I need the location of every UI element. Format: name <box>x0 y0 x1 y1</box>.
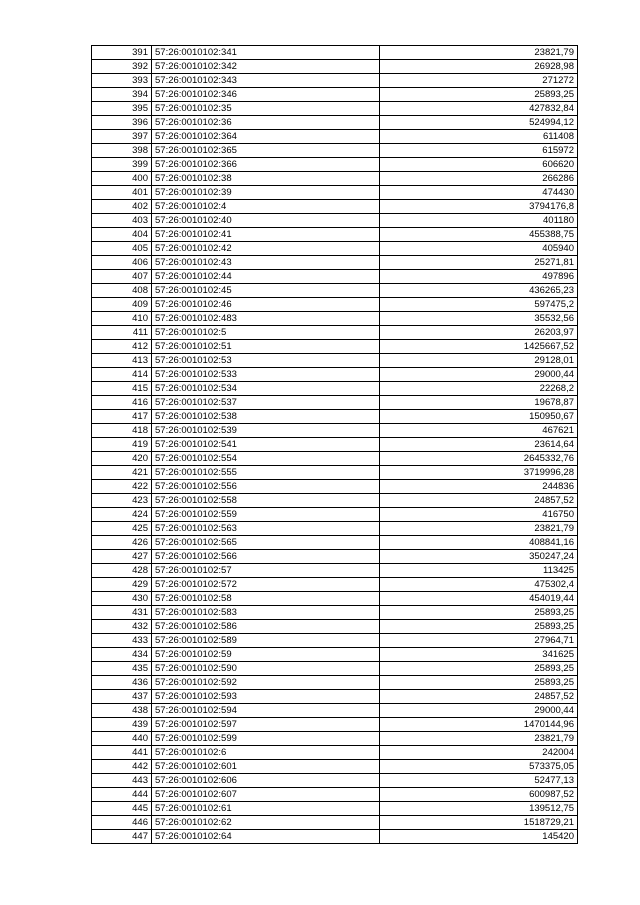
table-row <box>92 102 578 116</box>
cadastral-number-cell: 57:26:0010102:36 <box>152 116 380 130</box>
cadastral-number-cell: 57:26:0010102:53 <box>152 354 380 368</box>
table-row <box>92 746 578 760</box>
table-row <box>92 620 578 634</box>
table-row <box>92 382 578 396</box>
value-cell: 29128,01 <box>380 354 578 368</box>
row-number-cell: 437 <box>92 690 152 704</box>
row-number-cell: 440 <box>92 732 152 746</box>
cadastral-number-cell: 57:26:0010102:44 <box>152 270 380 284</box>
cadastral-number-cell: 57:26:0010102:39 <box>152 186 380 200</box>
table-row <box>92 648 578 662</box>
row-number-cell: 421 <box>92 466 152 480</box>
row-number-cell: 446 <box>92 816 152 830</box>
row-number-cell: 413 <box>92 354 152 368</box>
cadastral-number-cell: 57:26:0010102:59 <box>152 648 380 662</box>
table-row <box>92 242 578 256</box>
cadastral-number-cell: 57:26:0010102:57 <box>152 564 380 578</box>
value-cell: 23821,79 <box>380 732 578 746</box>
value-cell: 401180 <box>380 214 578 228</box>
cadastral-number-cell: 57:26:0010102:565 <box>152 536 380 550</box>
value-cell: 25893,25 <box>380 606 578 620</box>
cadastral-number-cell: 57:26:0010102:594 <box>152 704 380 718</box>
table-row <box>92 270 578 284</box>
row-number-cell: 424 <box>92 508 152 522</box>
table-row <box>92 718 578 732</box>
table-row <box>92 788 578 802</box>
value-cell: 615972 <box>380 144 578 158</box>
cadastral-number-cell: 57:26:0010102:41 <box>152 228 380 242</box>
table-row <box>92 158 578 172</box>
value-cell: 35532,56 <box>380 312 578 326</box>
table-row <box>92 144 578 158</box>
cadastral-number-cell: 57:26:0010102:45 <box>152 284 380 298</box>
table-row <box>92 74 578 88</box>
table-row <box>92 256 578 270</box>
cadastral-value-table <box>91 45 578 844</box>
cadastral-number-cell: 57:26:0010102:43 <box>152 256 380 270</box>
row-number-cell: 419 <box>92 438 152 452</box>
row-number-cell: 434 <box>92 648 152 662</box>
value-cell: 2645332,76 <box>380 452 578 466</box>
cadastral-number-cell: 57:26:0010102:589 <box>152 634 380 648</box>
value-cell: 341625 <box>380 648 578 662</box>
value-cell: 350247,24 <box>380 550 578 564</box>
cadastral-number-cell: 57:26:0010102:537 <box>152 396 380 410</box>
table-row <box>92 676 578 690</box>
table-row <box>92 396 578 410</box>
table-row <box>92 802 578 816</box>
row-number-cell: 396 <box>92 116 152 130</box>
row-number-cell: 407 <box>92 270 152 284</box>
row-number-cell: 428 <box>92 564 152 578</box>
table-row <box>92 592 578 606</box>
cadastral-number-cell: 57:26:0010102:586 <box>152 620 380 634</box>
table-row <box>92 438 578 452</box>
value-cell: 405940 <box>380 242 578 256</box>
value-cell: 25893,25 <box>380 620 578 634</box>
row-number-cell: 425 <box>92 522 152 536</box>
table-row <box>92 172 578 186</box>
value-cell: 52477,13 <box>380 774 578 788</box>
table-row <box>92 354 578 368</box>
cadastral-number-cell: 57:26:0010102:38 <box>152 172 380 186</box>
value-cell: 23821,79 <box>380 522 578 536</box>
table-row <box>92 508 578 522</box>
value-cell: 436265,23 <box>380 284 578 298</box>
value-cell: 271272 <box>380 74 578 88</box>
value-cell: 25893,25 <box>380 88 578 102</box>
row-number-cell: 444 <box>92 788 152 802</box>
table-row <box>92 186 578 200</box>
value-cell: 24857,52 <box>380 494 578 508</box>
value-cell: 29000,44 <box>380 368 578 382</box>
value-cell: 23821,79 <box>380 46 578 60</box>
cadastral-number-cell: 57:26:0010102:599 <box>152 732 380 746</box>
cadastral-number-cell: 57:26:0010102:342 <box>152 60 380 74</box>
value-cell: 25893,25 <box>380 676 578 690</box>
value-cell: 22268,2 <box>380 382 578 396</box>
cadastral-number-cell: 57:26:0010102:563 <box>152 522 380 536</box>
table-row <box>92 214 578 228</box>
value-cell: 467621 <box>380 424 578 438</box>
row-number-cell: 430 <box>92 592 152 606</box>
row-number-cell: 426 <box>92 536 152 550</box>
cadastral-number-cell: 57:26:0010102:566 <box>152 550 380 564</box>
cadastral-number-cell: 57:26:0010102:541 <box>152 438 380 452</box>
value-cell: 427832,84 <box>380 102 578 116</box>
value-cell: 1425667,52 <box>380 340 578 354</box>
cadastral-number-cell: 57:26:0010102:341 <box>152 46 380 60</box>
row-number-cell: 405 <box>92 242 152 256</box>
row-number-cell: 400 <box>92 172 152 186</box>
table-row <box>92 830 578 844</box>
value-cell: 244836 <box>380 480 578 494</box>
row-number-cell: 431 <box>92 606 152 620</box>
row-number-cell: 432 <box>92 620 152 634</box>
value-cell: 113425 <box>380 564 578 578</box>
table-row <box>92 578 578 592</box>
row-number-cell: 433 <box>92 634 152 648</box>
row-number-cell: 423 <box>92 494 152 508</box>
cadastral-number-cell: 57:26:0010102:364 <box>152 130 380 144</box>
value-cell: 24857,52 <box>380 690 578 704</box>
table-row <box>92 298 578 312</box>
value-cell: 139512,75 <box>380 802 578 816</box>
cadastral-number-cell: 57:26:0010102:58 <box>152 592 380 606</box>
row-number-cell: 401 <box>92 186 152 200</box>
value-cell: 474430 <box>380 186 578 200</box>
cadastral-number-cell: 57:26:0010102:42 <box>152 242 380 256</box>
value-cell: 611408 <box>380 130 578 144</box>
table-row <box>92 564 578 578</box>
table-row <box>92 634 578 648</box>
value-cell: 600987,52 <box>380 788 578 802</box>
table-row <box>92 662 578 676</box>
table-row <box>92 424 578 438</box>
row-number-cell: 414 <box>92 368 152 382</box>
table-row <box>92 704 578 718</box>
row-number-cell: 415 <box>92 382 152 396</box>
value-cell: 455388,75 <box>380 228 578 242</box>
table-row <box>92 326 578 340</box>
row-number-cell: 406 <box>92 256 152 270</box>
value-cell: 408841,16 <box>380 536 578 550</box>
row-number-cell: 397 <box>92 130 152 144</box>
table-row <box>92 494 578 508</box>
cadastral-number-cell: 57:26:0010102:40 <box>152 214 380 228</box>
cadastral-number-cell: 57:26:0010102:592 <box>152 676 380 690</box>
cadastral-number-cell: 57:26:0010102:533 <box>152 368 380 382</box>
row-number-cell: 442 <box>92 760 152 774</box>
table-row <box>92 774 578 788</box>
table-row <box>92 368 578 382</box>
row-number-cell: 404 <box>92 228 152 242</box>
row-number-cell: 395 <box>92 102 152 116</box>
table-row <box>92 60 578 74</box>
value-cell: 242004 <box>380 746 578 760</box>
row-number-cell: 399 <box>92 158 152 172</box>
row-number-cell: 391 <box>92 46 152 60</box>
table-row <box>92 606 578 620</box>
value-cell: 23614,64 <box>380 438 578 452</box>
table-row <box>92 816 578 830</box>
row-number-cell: 422 <box>92 480 152 494</box>
value-cell: 26203,97 <box>380 326 578 340</box>
table-row <box>92 522 578 536</box>
table-row <box>92 550 578 564</box>
cadastral-number-cell: 57:26:0010102:555 <box>152 466 380 480</box>
cadastral-number-cell: 57:26:0010102:606 <box>152 774 380 788</box>
cadastral-number-cell: 57:26:0010102:4 <box>152 200 380 214</box>
cadastral-number-cell: 57:26:0010102:583 <box>152 606 380 620</box>
cadastral-number-cell: 57:26:0010102:35 <box>152 102 380 116</box>
cadastral-number-cell: 57:26:0010102:366 <box>152 158 380 172</box>
cadastral-number-cell: 57:26:0010102:593 <box>152 690 380 704</box>
row-number-cell: 429 <box>92 578 152 592</box>
table-row <box>92 690 578 704</box>
cadastral-number-cell: 57:26:0010102:558 <box>152 494 380 508</box>
table-body <box>92 46 578 844</box>
table-row <box>92 200 578 214</box>
cadastral-number-cell: 57:26:0010102:554 <box>152 452 380 466</box>
row-number-cell: 438 <box>92 704 152 718</box>
table-row <box>92 116 578 130</box>
row-number-cell: 436 <box>92 676 152 690</box>
value-cell: 606620 <box>380 158 578 172</box>
row-number-cell: 393 <box>92 74 152 88</box>
value-cell: 3719996,28 <box>380 466 578 480</box>
cadastral-number-cell: 57:26:0010102:597 <box>152 718 380 732</box>
cadastral-number-cell: 57:26:0010102:607 <box>152 788 380 802</box>
cadastral-number-cell: 57:26:0010102:61 <box>152 802 380 816</box>
value-cell: 524994,12 <box>380 116 578 130</box>
table-row <box>92 130 578 144</box>
value-cell: 416750 <box>380 508 578 522</box>
value-cell: 29000,44 <box>380 704 578 718</box>
value-cell: 27964,71 <box>380 634 578 648</box>
table-row <box>92 410 578 424</box>
value-cell: 497896 <box>380 270 578 284</box>
row-number-cell: 410 <box>92 312 152 326</box>
row-number-cell: 394 <box>92 88 152 102</box>
row-number-cell: 427 <box>92 550 152 564</box>
value-cell: 26928,98 <box>380 60 578 74</box>
table-row <box>92 466 578 480</box>
table-row <box>92 452 578 466</box>
cadastral-number-cell: 57:26:0010102:62 <box>152 816 380 830</box>
row-number-cell: 412 <box>92 340 152 354</box>
table-row <box>92 340 578 354</box>
row-number-cell: 420 <box>92 452 152 466</box>
table-row <box>92 536 578 550</box>
value-cell: 597475,2 <box>380 298 578 312</box>
cadastral-number-cell: 57:26:0010102:539 <box>152 424 380 438</box>
row-number-cell: 392 <box>92 60 152 74</box>
row-number-cell: 402 <box>92 200 152 214</box>
row-number-cell: 409 <box>92 298 152 312</box>
table-row <box>92 88 578 102</box>
cadastral-number-cell: 57:26:0010102:538 <box>152 410 380 424</box>
row-number-cell: 417 <box>92 410 152 424</box>
cadastral-number-cell: 57:26:0010102:365 <box>152 144 380 158</box>
table-row <box>92 284 578 298</box>
cadastral-number-cell: 57:26:0010102:46 <box>152 298 380 312</box>
cadastral-number-cell: 57:26:0010102:346 <box>152 88 380 102</box>
value-cell: 25271,81 <box>380 256 578 270</box>
cadastral-number-cell: 57:26:0010102:51 <box>152 340 380 354</box>
table-row <box>92 732 578 746</box>
value-cell: 573375,05 <box>380 760 578 774</box>
cadastral-number-cell: 57:26:0010102:483 <box>152 312 380 326</box>
table-row <box>92 760 578 774</box>
row-number-cell: 441 <box>92 746 152 760</box>
cadastral-number-cell: 57:26:0010102:572 <box>152 578 380 592</box>
value-cell: 3794176,8 <box>380 200 578 214</box>
value-cell: 266286 <box>380 172 578 186</box>
row-number-cell: 443 <box>92 774 152 788</box>
table-row <box>92 480 578 494</box>
cadastral-number-cell: 57:26:0010102:556 <box>152 480 380 494</box>
value-cell: 150950,67 <box>380 410 578 424</box>
row-number-cell: 447 <box>92 830 152 844</box>
value-cell: 1518729,21 <box>380 816 578 830</box>
cadastral-number-cell: 57:26:0010102:559 <box>152 508 380 522</box>
value-cell: 1470144,96 <box>380 718 578 732</box>
row-number-cell: 416 <box>92 396 152 410</box>
row-number-cell: 408 <box>92 284 152 298</box>
value-cell: 145420 <box>380 830 578 844</box>
value-cell: 475302,4 <box>380 578 578 592</box>
value-cell: 454019,44 <box>380 592 578 606</box>
cadastral-number-cell: 57:26:0010102:343 <box>152 74 380 88</box>
value-cell: 25893,25 <box>380 662 578 676</box>
row-number-cell: 435 <box>92 662 152 676</box>
row-number-cell: 445 <box>92 802 152 816</box>
row-number-cell: 398 <box>92 144 152 158</box>
table-row <box>92 228 578 242</box>
cadastral-number-cell: 57:26:0010102:534 <box>152 382 380 396</box>
cadastral-number-cell: 57:26:0010102:590 <box>152 662 380 676</box>
row-number-cell: 403 <box>92 214 152 228</box>
table-row <box>92 312 578 326</box>
value-cell: 19678,87 <box>380 396 578 410</box>
cadastral-number-cell: 57:26:0010102:6 <box>152 746 380 760</box>
row-number-cell: 411 <box>92 326 152 340</box>
row-number-cell: 418 <box>92 424 152 438</box>
cadastral-number-cell: 57:26:0010102:601 <box>152 760 380 774</box>
row-number-cell: 439 <box>92 718 152 732</box>
cadastral-number-cell: 57:26:0010102:64 <box>152 830 380 844</box>
cadastral-number-cell: 57:26:0010102:5 <box>152 326 380 340</box>
table-row <box>92 46 578 60</box>
